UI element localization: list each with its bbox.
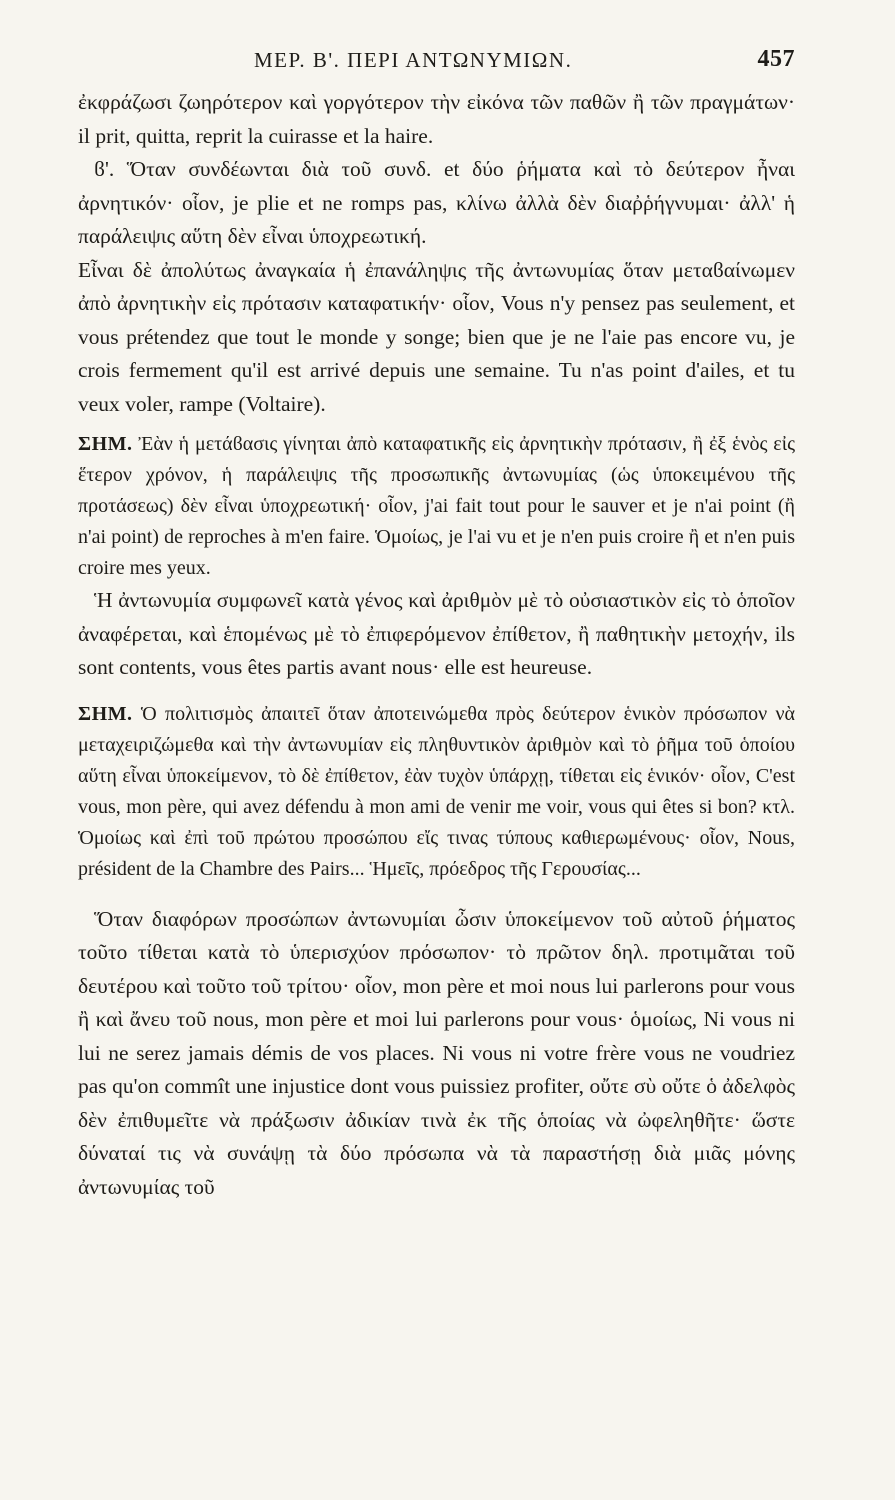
paragraph-text: ἐκφράζωσι ζωηρότερον καὶ γοργότερον τὴν εἰκόνα τῶν παθῶν ἢ τῶν πραγμάτων· il prit, quitta, reprit la cuirasse et la haire. (78, 90, 795, 148)
paragraph-continuation (78, 86, 795, 153)
running-title: ΜΕΡ. Β'. ΠΕΡΙ ΑΝΤΩΝΥΜΙΩΝ. (254, 48, 573, 72)
note-text: Ἐὰν ἡ μετάϐασις γίνηται ἀπὸ καταφατικῆς εἰς ἀρνητικὴν πρότασιν, ἢ ἐξ ἑνὸς εἰς ἕτερον χρόνον, ἡ παράλειψις τῆς προσωπικῆς ἀντωνυμίας (ὡς ὑποκειμένου τῆς προτάσεως) δὲν εἶναι ὑποχρεωτική· οἷον, j'ai fait tout pour le sauver et je n'ai point (ἢ n'ai point) de reproches à m'en faire. Ὁμοίως, je l'ai vu et je n'en puis croire ἢ et n'en puis croire mes yeux. (78, 433, 796, 579)
page-number: 457 (757, 46, 795, 72)
page-body (78, 86, 795, 1204)
paragraph-negation (78, 254, 795, 422)
note-text: Ὁ πολιτισμὸς ἀπαιτεῖ ὅταν ἀποτεινώμεθα πρὸς δεύτερον ἑνικὸν πρόσωπον νὰ μεταχειριζώμεθα καὶ τὴν ἀντωνυμίαν εἰς πληθυντικὸν ἀριθμὸν καὶ τὸ ῥῆμα τοῦ ὁποίου αὕτη εἶναι ὑποκείμενον, τὸ δὲ ἐπίθετον, ἐὰν τυχὸν ὑπάρχῃ, τίθεται εἰς ἑνικόν· οἷον, C'est vous, mon père, qui avez défendu à mon ami de venir me voir, vous qui êtes si bon? κτλ. Ὁμοίως καὶ ἐπὶ τοῦ πρώτου προσώπου εἴς τινας τύπους καθιερωμένους· οἷον, Nous, président de la Chambre des Pairs... Ἡμεῖς, πρόεδρος τῆς Γερουσίας... (78, 702, 796, 880)
paragraph-text: Ὅταν διαφόρων προσώπων ἀντωνυμίαι ὦσιν ὑποκείμενον τοῦ αὐτοῦ ῥήματος τοῦτο τίθεται κατὰ τὸ ὑπερισχύον πρόσωπον· τὸ πρῶτον δηλ. προτιμᾶται τοῦ δευτέρου καὶ τοῦτο τοῦ τρίτου· οἷον, mon père et moi nous lui parlerons pour vous ἢ καὶ ἄνευ τοῦ nous, mon père et moi lui parlerons pour vous· ὁμοίως, Ni vous ni lui ne serez jamais démis de vos places. Ni vous ni votre frère vous ne voudriez pas qu'on commît une injustice dont vous puissiez profiter, οὔτε σὺ οὔτε ὁ ἀδελφὸς δὲν ἐπιθυμεῖτε νὰ πράξωσιν ἀδικίαν τινὰ ἐκ τῆς ὁποίας νὰ ὠφεληθῆτε· ὥστε δύναταί τις νὰ συνάψῃ τὰ δύο πρόσωπα νὰ τὰ παραστήσῃ διὰ μιᾶς μόνης ἀντωνυμίας τοῦ (78, 906, 795, 1199)
rule-label: ϐ'. (94, 157, 115, 181)
note-block (78, 429, 795, 584)
paragraph-person-precedence (78, 903, 795, 1205)
paragraph-text: Εἶναι δὲ ἀπολύτως ἀναγκαία ἡ ἐπανάληψις τῆς ἀντωνυμίας ὅταν μεταϐαίνωμεν ἀπὸ ἀρνητικὴν εἰς πρότασιν καταφατικήν· οἷον, Vous n'y pensez pas seulement, et vous prétendez que tout le monde y songe; bien que je ne l'aie pas encore vu, je crois fermement qu'il est arrivé depuis une semaine. Tu n'as point d'ailes, et tu veux voler, rampe (Voltaire). (78, 257, 795, 416)
running-head (78, 38, 795, 86)
note-block (78, 699, 795, 885)
paragraph-text: Ὅταν συνδέωνται διὰ τοῦ συνδ. et δύο ῥήματα καὶ τὸ δεύτερον ἦναι ἀρνητικόν· οἷον, je plie et ne romps pas, κλίνω ἀλλὰ δὲν διαῤῥήγνυμαι· ἀλλ' ἡ παράλειψις αὕτη δὲν εἶναι ὑποχρεωτική. (78, 157, 796, 248)
paragraph-agreement (78, 584, 795, 685)
note-label: ΣΗΜ. (78, 702, 133, 725)
note-label: ΣΗΜ. (78, 433, 133, 455)
paragraph-text: Ἡ ἀντωνυμία συμφωνεῖ κατὰ γένος καὶ ἀριθμὸν μὲ τὸ οὐσιαστικὸν εἰς τὸ ὁποῖον ἀναφέρεται, καὶ ἑπομένως μὲ τὸ ἐπιφερόμενον ἐπίθετον, ἢ παθητικὴν μετοχήν, ils sont contents, vous êtes partis avant nous· elle est heureuse. (78, 588, 795, 679)
paragraph-rule-b (78, 153, 795, 254)
